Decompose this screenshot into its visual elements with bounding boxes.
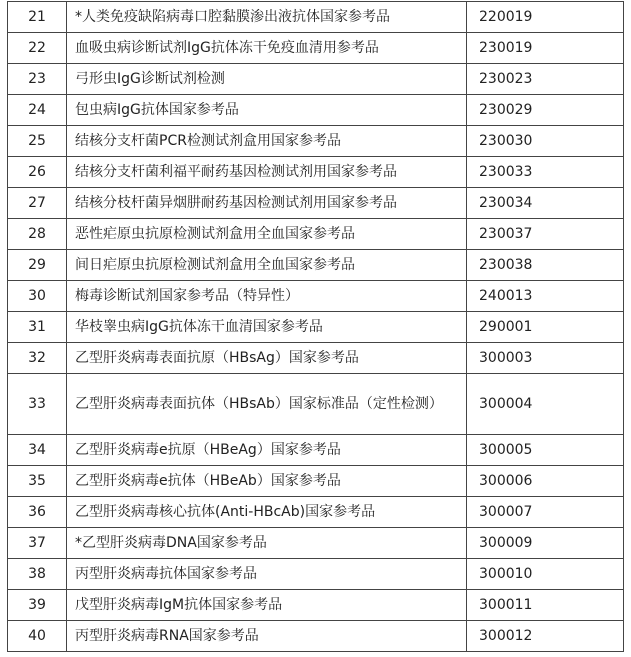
- row-number: 21: [8, 2, 67, 33]
- product-code: 300009: [467, 528, 624, 559]
- row-number: 26: [8, 157, 67, 188]
- row-number: 22: [8, 33, 67, 64]
- row-number: 39: [8, 590, 67, 621]
- table-row: [8, 33, 624, 64]
- product-name: 结核分枝杆菌异烟肼耐药基因检测试剂用国家参考品: [67, 188, 467, 219]
- product-code: 300006: [467, 466, 624, 497]
- row-number: 31: [8, 312, 67, 343]
- table-row: [8, 528, 624, 559]
- product-name: *人类免疫缺陷病毒口腔黏膜渗出液抗体国家参考品: [67, 2, 467, 33]
- table-row: [8, 590, 624, 621]
- product-name: 血吸虫病诊断试剂IgG抗体冻干免疫血清用参考品: [67, 33, 467, 64]
- row-number: 27: [8, 188, 67, 219]
- row-number: 23: [8, 64, 67, 95]
- reference-products-table: [7, 1, 624, 652]
- row-number: 24: [8, 95, 67, 126]
- row-number: 34: [8, 435, 67, 466]
- product-name: 梅毒诊断试剂国家参考品（特异性）: [67, 281, 467, 312]
- product-name: 乙型肝炎病毒核心抗体(Anti-HBcAb)国家参考品: [67, 497, 467, 528]
- product-name: 戊型肝炎病毒IgM抗体国家参考品: [67, 590, 467, 621]
- product-code: 230019: [467, 33, 624, 64]
- product-code: 230037: [467, 219, 624, 250]
- product-code: 300007: [467, 497, 624, 528]
- product-code: 220019: [467, 2, 624, 33]
- product-code: 300010: [467, 559, 624, 590]
- product-name: 乙型肝炎病毒e抗体（HBeAb）国家参考品: [67, 466, 467, 497]
- row-number: 37: [8, 528, 67, 559]
- product-name: 华枝睾虫病IgG抗体冻干血清国家参考品: [67, 312, 467, 343]
- row-number: 35: [8, 466, 67, 497]
- table-row: [8, 343, 624, 374]
- row-number: 25: [8, 126, 67, 157]
- row-number: 33: [8, 374, 67, 435]
- product-code: 300004: [467, 374, 624, 435]
- product-name: 丙型肝炎病毒抗体国家参考品: [67, 559, 467, 590]
- product-code: 300011: [467, 590, 624, 621]
- table-row: [8, 250, 624, 281]
- row-number: 36: [8, 497, 67, 528]
- table-row: [8, 64, 624, 95]
- row-number: 28: [8, 219, 67, 250]
- product-code: 300005: [467, 435, 624, 466]
- product-code: 240013: [467, 281, 624, 312]
- product-name: 乙型肝炎病毒表面抗原（HBsAg）国家参考品: [67, 343, 467, 374]
- table-row: [8, 126, 624, 157]
- product-code: 230023: [467, 64, 624, 95]
- table-row: [8, 435, 624, 466]
- table-row: [8, 219, 624, 250]
- table-row: [8, 497, 624, 528]
- product-name: 包虫病IgG抗体国家参考品: [67, 95, 467, 126]
- product-code: 230033: [467, 157, 624, 188]
- table-row: [8, 188, 624, 219]
- product-name: 丙型肝炎病毒RNA国家参考品: [67, 621, 467, 652]
- row-number: 32: [8, 343, 67, 374]
- product-name: 乙型肝炎病毒e抗原（HBeAg）国家参考品: [67, 435, 467, 466]
- row-number: 29: [8, 250, 67, 281]
- product-name: 乙型肝炎病毒表面抗体（HBsAb）国家标准品（定性检测）: [67, 374, 467, 435]
- product-name: 弓形虫IgG诊断试剂检测: [67, 64, 467, 95]
- table-row: [8, 157, 624, 188]
- table-row: [8, 312, 624, 343]
- row-number: 40: [8, 621, 67, 652]
- row-number: 30: [8, 281, 67, 312]
- table-row: [8, 281, 624, 312]
- product-code: 230029: [467, 95, 624, 126]
- product-code: 300003: [467, 343, 624, 374]
- product-name: 恶性疟原虫抗原检测试剂盒用全血国家参考品: [67, 219, 467, 250]
- table-body: [8, 2, 624, 652]
- table-row: [8, 374, 624, 435]
- product-code: 230030: [467, 126, 624, 157]
- row-number: 38: [8, 559, 67, 590]
- product-code: 230034: [467, 188, 624, 219]
- table-row: [8, 559, 624, 590]
- product-code: 230038: [467, 250, 624, 281]
- table-row: [8, 95, 624, 126]
- product-name: *乙型肝炎病毒DNA国家参考品: [67, 528, 467, 559]
- product-code: 290001: [467, 312, 624, 343]
- product-name: 间日疟原虫抗原检测试剂盒用全血国家参考品: [67, 250, 467, 281]
- product-name: 结核分支杆菌利福平耐药基因检测试剂用国家参考品: [67, 157, 467, 188]
- product-name: 结核分支杆菌PCR检测试剂盒用国家参考品: [67, 126, 467, 157]
- product-code: 300012: [467, 621, 624, 652]
- table-row: [8, 466, 624, 497]
- table-row: [8, 2, 624, 33]
- table-row: [8, 621, 624, 652]
